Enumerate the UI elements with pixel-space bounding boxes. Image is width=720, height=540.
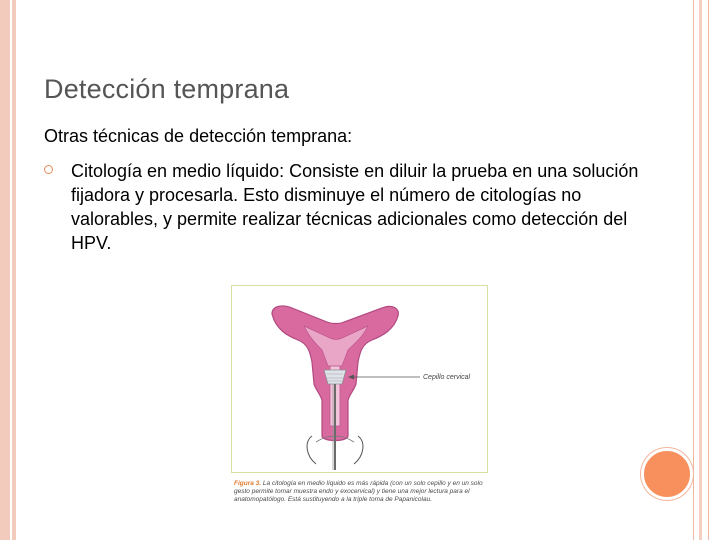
- bullet-item: Citología en medio líquido: Consiste en diluir la prueba en una solución fijadora y procesarla. Esto disminuye el número de citologías no valorables, y permite realizar técnicas adicionales como detección del HPV.: [71, 161, 639, 253]
- figure-caption-label: Figura 3.: [234, 480, 262, 487]
- cervical-brush-figure: [231, 285, 488, 473]
- slide-subtitle: Otras técnicas de detección temprana:: [44, 126, 353, 146]
- slide-frame-right-edge: [708, 0, 709, 540]
- brush-bristles: [324, 370, 346, 384]
- slide-frame-right: [693, 0, 694, 540]
- slide-frame-left: [0, 0, 16, 540]
- brush-label: Cepillo cervical: [423, 374, 471, 381]
- slide-title: Detección temprana: [44, 74, 290, 104]
- uterus-illustration: [232, 286, 487, 472]
- slide-frame-right-band: [699, 0, 702, 540]
- figure-caption: [234, 480, 486, 504]
- bullet-icon: [44, 165, 53, 174]
- figure-caption-text: La citología en medio líquido es más rápida (con un solo cepillo y en un solo gesto permite tomar muestra endo y exocervical) y tiene una mejor lectura para el anatomopatólogo. Está sustituyendo a la triple toma de Papanicolau.: [234, 480, 483, 503]
- decorative-circle: [641, 448, 693, 500]
